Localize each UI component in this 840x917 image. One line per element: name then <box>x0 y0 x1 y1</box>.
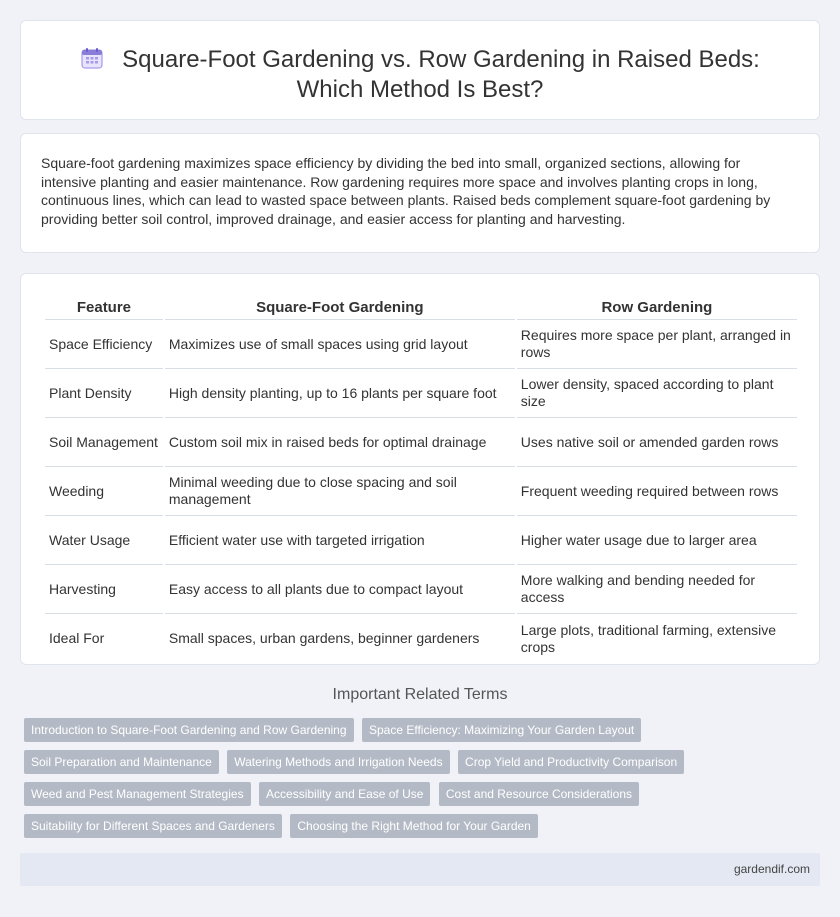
table-row <box>45 320 797 369</box>
footer-bar <box>20 853 820 886</box>
title-wrap <box>51 45 789 105</box>
square-foot-cell: Easy access to all plants due to compact layout <box>165 565 515 614</box>
related-term-tag[interactable]: Crop Yield and Productivity Comparison <box>458 750 684 774</box>
table-row <box>45 369 797 418</box>
header-row-gardening: Row Gardening <box>517 296 797 320</box>
table-row <box>45 467 797 516</box>
tag-row <box>24 814 824 846</box>
tag-row <box>24 782 824 814</box>
footer-site-link[interactable]: gardendif.com <box>733 862 810 876</box>
row-gardening-cell: Lower density, spaced according to plant size <box>517 369 797 418</box>
feature-cell: Space Efficiency <box>45 320 163 369</box>
related-term-tag[interactable]: Cost and Resource Considerations <box>439 782 639 806</box>
row-gardening-cell: Frequent weeding required between rows <box>517 467 797 516</box>
comparison-card <box>20 273 820 665</box>
related-terms-list <box>24 718 824 846</box>
feature-cell: Plant Density <box>45 369 163 418</box>
header-square-foot: Square-Foot Gardening <box>165 296 515 320</box>
header-feature: Feature <box>45 296 163 320</box>
feature-cell: Weeding <box>45 467 163 516</box>
square-foot-cell: Custom soil mix in raised beds for optimal drainage <box>165 418 515 467</box>
header-card <box>20 20 820 120</box>
comparison-table <box>43 296 799 663</box>
row-gardening-cell: Higher water usage due to larger area <box>517 516 797 565</box>
related-term-tag[interactable]: Watering Methods and Irrigation Needs <box>227 750 449 774</box>
related-term-tag[interactable]: Accessibility and Ease of Use <box>259 782 430 806</box>
square-foot-cell: High density planting, up to 16 plants per square foot <box>165 369 515 418</box>
table-row <box>45 614 797 663</box>
feature-cell: Soil Management <box>45 418 163 467</box>
table-row <box>45 565 797 614</box>
table-header-row <box>45 296 797 320</box>
square-foot-cell: Maximizes use of small spaces using grid layout <box>165 320 515 369</box>
page-title-text: Square-Foot Gardening vs. Row Gardening in Raised Beds: Which Method Is Best? <box>122 46 760 103</box>
tag-row <box>24 750 824 782</box>
intro-card <box>20 133 820 253</box>
related-term-tag[interactable]: Introduction to Square-Foot Gardening and Row Gardening <box>24 718 354 742</box>
square-foot-cell: Minimal weeding due to close spacing and soil management <box>165 467 515 516</box>
related-term-tag[interactable]: Soil Preparation and Maintenance <box>24 750 219 774</box>
square-foot-cell: Small spaces, urban gardens, beginner gardeners <box>168 630 480 646</box>
related-terms-heading: Important Related Terms <box>332 686 508 703</box>
intro-paragraph: Square-foot gardening maximizes space efficiency by dividing the bed into small, organized sections, allowing for intensive planting and easier maintenance. Row gardening requires more space and involves planting crops in long, continuous lines, which can lead to wasted space between plants. Raised beds complement square-foot gardening by providing better soil control, improved drainage, and easier access for planting and harvesting. <box>41 155 771 227</box>
related-term-tag[interactable]: Suitability for Different Spaces and Gardeners <box>24 814 282 838</box>
table-row <box>45 418 797 467</box>
table-row <box>45 516 797 565</box>
related-term-tag[interactable]: Space Efficiency: Maximizing Your Garden Layout <box>362 718 641 742</box>
related-term-tag[interactable]: Choosing the Right Method for Your Garden <box>290 814 537 838</box>
feature-cell: Water Usage <box>45 516 163 565</box>
feature-cell: Harvesting <box>45 565 163 614</box>
row-gardening-cell: More walking and bending needed for access <box>517 565 797 614</box>
square-foot-cell: Efficient water use with targeted irrigation <box>165 516 515 565</box>
tag-row <box>24 718 824 750</box>
related-term-tag[interactable]: Weed and Pest Management Strategies <box>24 782 251 806</box>
row-gardening-cell: Uses native soil or amended garden rows <box>517 418 797 467</box>
row-gardening-cell: Requires more space per plant, arranged in rows <box>517 320 797 369</box>
calendar-icon <box>80 46 104 70</box>
row-gardening-cell: Large plots, traditional farming, extensive crops <box>520 621 777 655</box>
feature-cell: Ideal For <box>49 630 105 646</box>
page-title <box>51 45 789 105</box>
